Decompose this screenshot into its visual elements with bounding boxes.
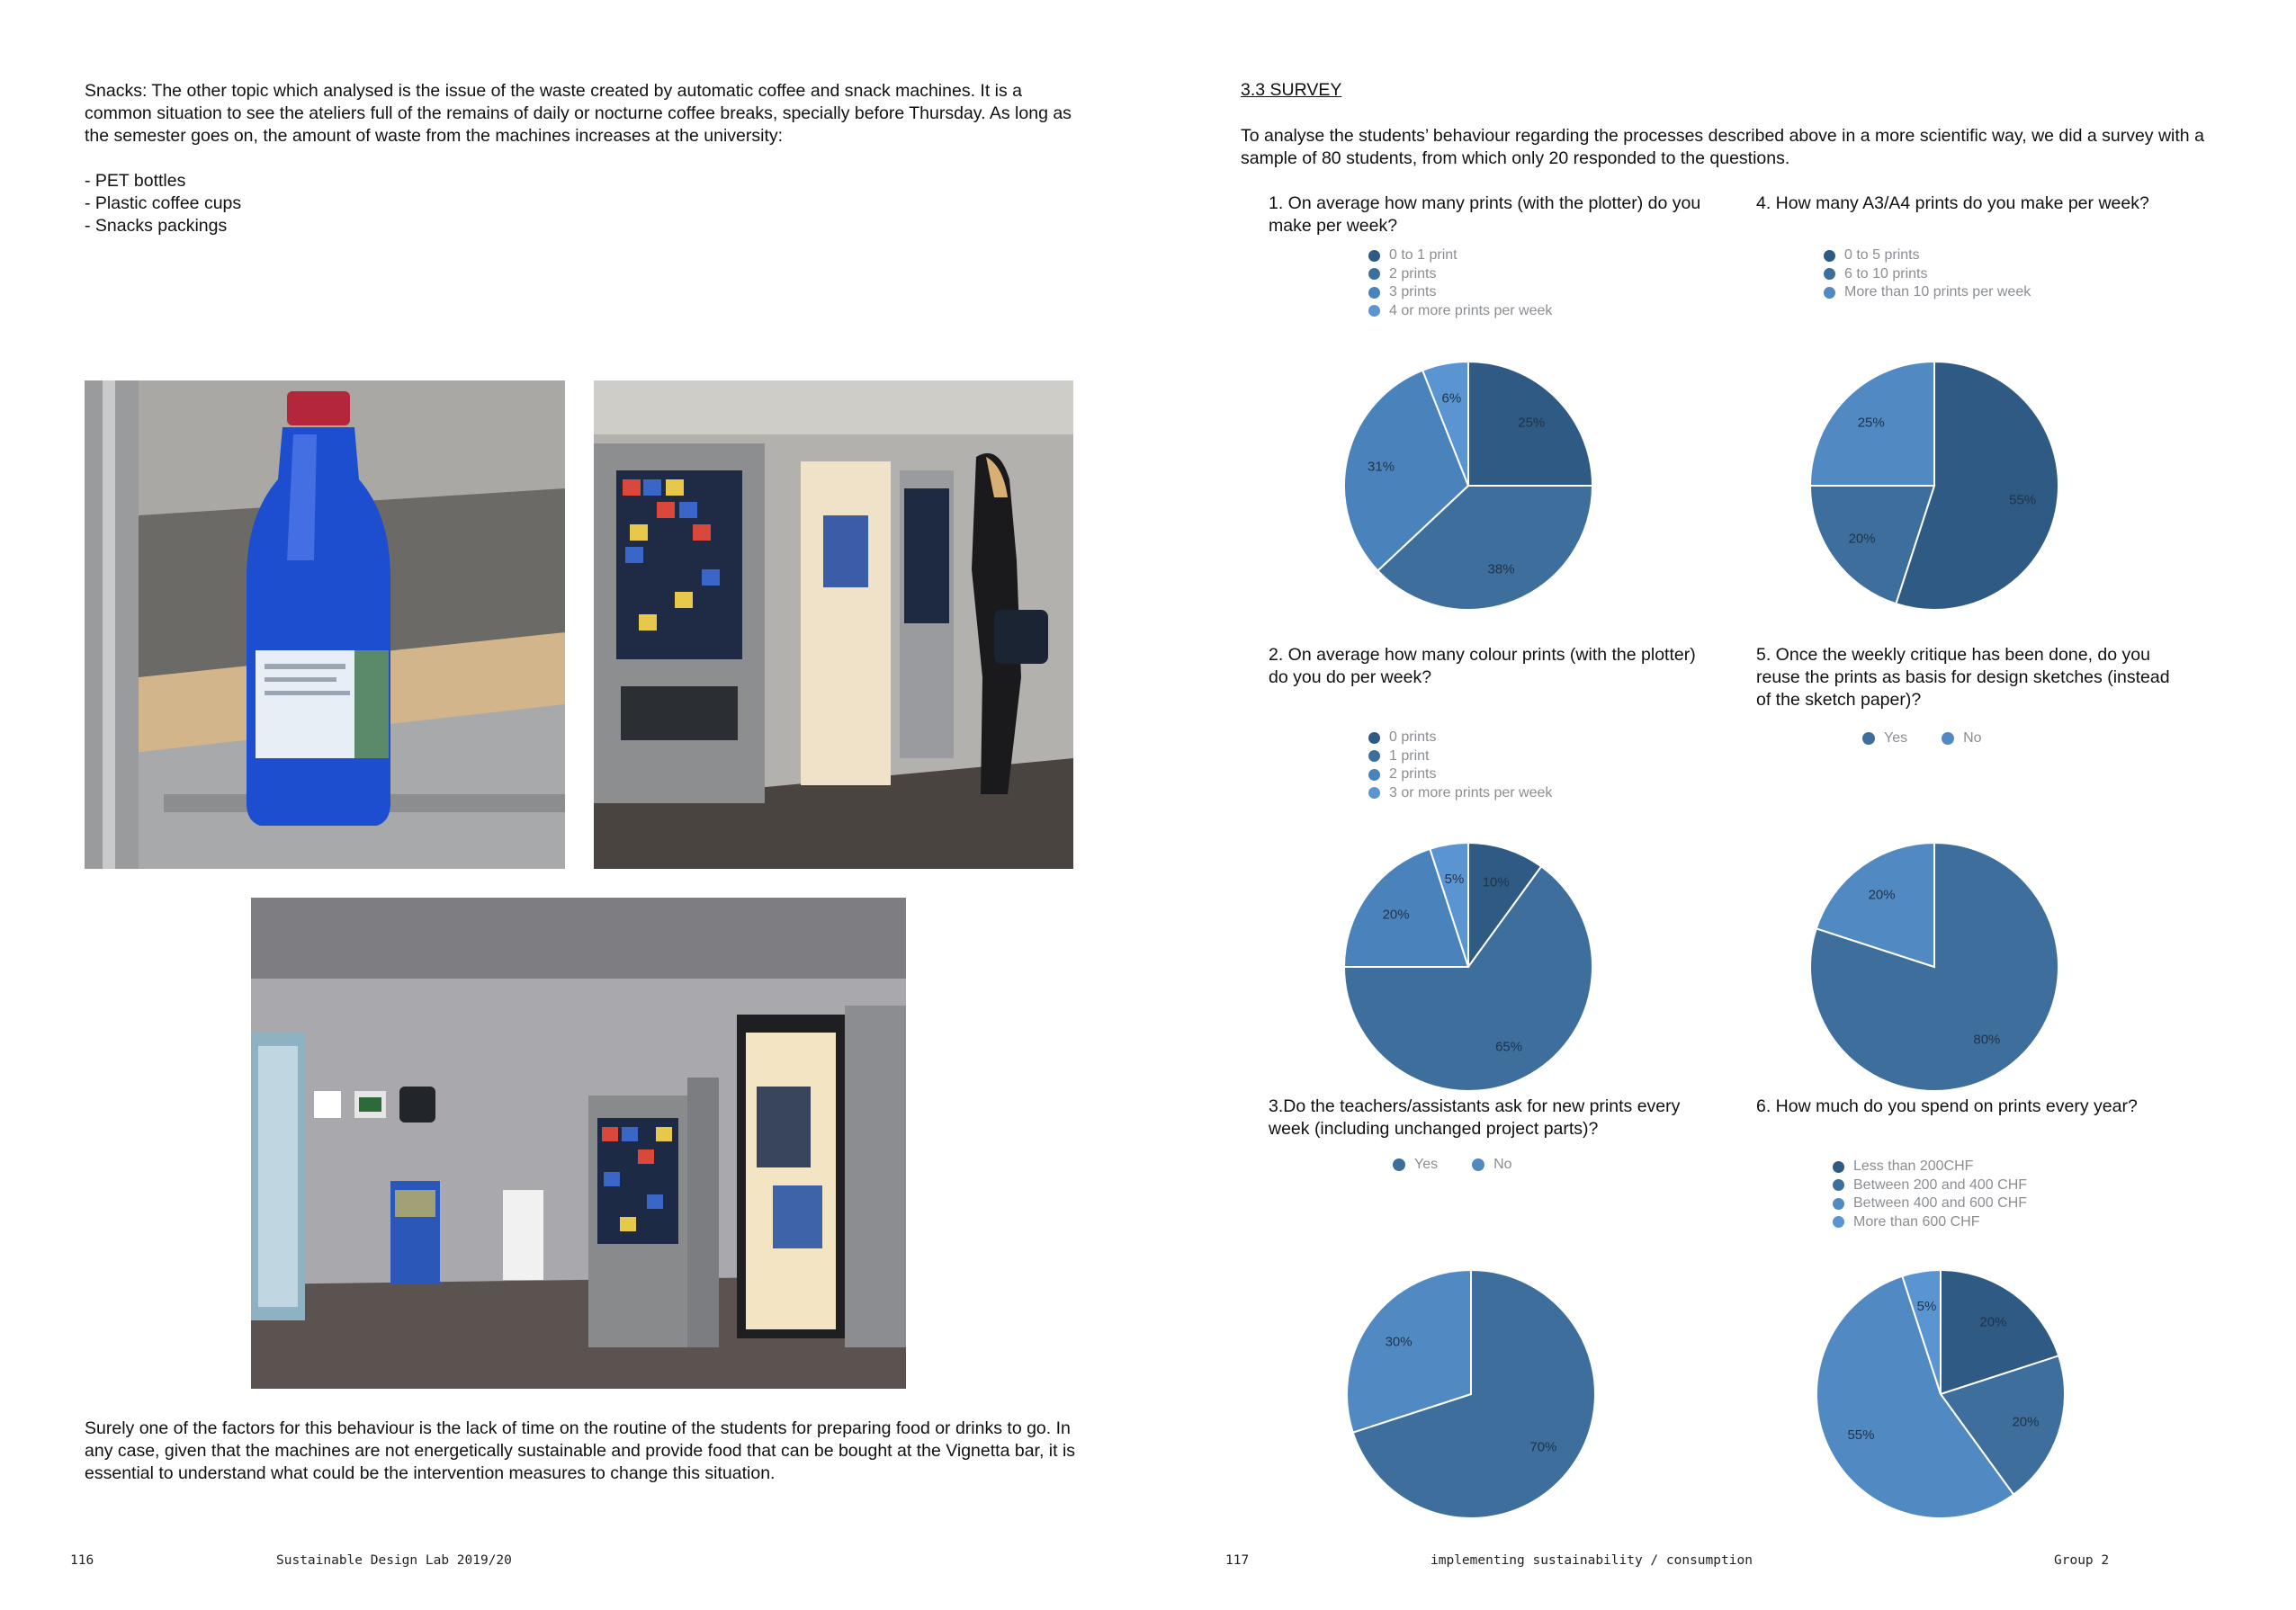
legend-item: [1833, 1176, 2027, 1195]
intro-paragraph: [85, 80, 1074, 148]
question-4: 4. How many A3/A4 prints do you make per week?: [1756, 193, 2149, 213]
pie-slice-label: 25%: [1857, 415, 1885, 431]
legend-dot: [1368, 750, 1380, 762]
legend-q4: [1824, 246, 2031, 302]
legend-label: Less than 200CHF: [1853, 1158, 1974, 1174]
photo-vending-machines-person: [594, 380, 1073, 869]
legend-label: Yes: [1414, 1157, 1439, 1172]
legend-item: [1824, 283, 2031, 302]
legend-label: 2 prints: [1389, 766, 1437, 782]
legend-label: 3 or more prints per week: [1389, 784, 1553, 801]
legend-dot: [1833, 1179, 1844, 1191]
waste-bullet-list: [85, 170, 241, 237]
intro-paragraph-text: Snacks: The other topic which analysed is the issue of the waste created by automatic coffee and snack machines. It is a common situation to see the ateliers full of the remains of daily or nocturne coffee breaks, specially before Thursday. As long as the semester goes on, the amount of waste from the machines increases at the university:: [85, 81, 1072, 146]
pie-slice-label: 20%: [1979, 1314, 2007, 1330]
legend-label: 0 to 5 prints: [1844, 247, 1920, 263]
pie-slice-label: 65%: [1495, 1039, 1523, 1055]
legend-label: 6 to 10 prints: [1844, 265, 1928, 282]
pie-slice-label: 5%: [1916, 1298, 1937, 1314]
legend-dot: [1368, 250, 1380, 262]
legend-item: [1472, 1157, 1511, 1173]
pie-chart-q5: [1799, 832, 2069, 1102]
legend-q5: [1862, 730, 2016, 747]
legend-label: No: [1963, 730, 1982, 746]
legend-q6: [1833, 1158, 2027, 1231]
pie-slice-label: 10%: [1482, 874, 1510, 890]
legend-item: [1393, 1157, 1438, 1173]
question-5: 5. Once the weekly critique has been done, do you reuse the prints as basis for design sketches (instead of the sketch paper)?: [1756, 645, 2170, 710]
legend-item: [1824, 246, 2031, 265]
bullet-item: - Plastic coffee cups: [85, 193, 242, 213]
pie-chart-q2: [1333, 832, 1603, 1102]
pie-chart-q4: [1799, 351, 2069, 621]
pie-slice-label: 31%: [1368, 459, 1395, 475]
legend-label: No: [1493, 1157, 1512, 1172]
legend-label: 2 prints: [1389, 265, 1437, 282]
legend-item: [1368, 246, 1552, 265]
legend-label: 1 print: [1389, 747, 1430, 764]
legend-label: 0 prints: [1389, 729, 1437, 745]
legend-item: [1862, 730, 1907, 747]
pie-slice-label: 25%: [1518, 415, 1546, 431]
page-number-right: 117: [1225, 1553, 1250, 1568]
legend-dot: [1472, 1158, 1484, 1171]
pie-slice-label: 55%: [2009, 492, 2037, 508]
legend-dot: [1942, 732, 1954, 745]
legend-item: [1833, 1213, 2027, 1232]
pie-slice-label: 70%: [1529, 1439, 1557, 1455]
legend-dot: [1368, 305, 1380, 317]
pie-slice-label: 30%: [1385, 1334, 1413, 1350]
question-2: 2. On average how many colour prints (with the plotter) do you do per week?: [1269, 645, 1696, 687]
legend-dot: [1368, 732, 1380, 744]
section-title: 3.3 SURVEY: [1241, 80, 1342, 100]
legend-dot: [1368, 287, 1380, 299]
photo-water-bottle: [85, 380, 565, 869]
pie-slice-label: 20%: [1848, 531, 1876, 547]
question-6: 6. How much do you spend on prints every year?: [1756, 1096, 2138, 1116]
legend-item: [1368, 283, 1552, 302]
legend-label: 3 prints: [1389, 284, 1437, 300]
legend-dot: [1368, 787, 1380, 799]
legend-item: [1824, 265, 2031, 284]
page-number-left: 116: [70, 1553, 94, 1568]
legend-dot: [1833, 1161, 1844, 1173]
legend-label: 4 or more prints per week: [1389, 302, 1553, 318]
legend-dot: [1862, 732, 1875, 745]
legend-item: [1368, 265, 1552, 284]
legend-dot: [1393, 1158, 1405, 1171]
bullet-item: - Snacks packings: [85, 216, 228, 236]
legend-q3: [1393, 1157, 1547, 1173]
legend-dot: [1368, 268, 1380, 280]
pie-slice-label: 5%: [1444, 871, 1465, 887]
legend-item: [1368, 729, 1552, 747]
legend-label: Between 200 and 400 CHF: [1853, 1176, 2028, 1193]
legend-label: More than 10 prints per week: [1844, 284, 2031, 300]
closing-paragraph-text: Surely one of the factors for this behaviour is the lack of time on the routine of the students for preparing food or drinks to go. In any case, given that the machines are not energetically sustainable and provide food that can be bought at the Vignetta bar, it is essential to understand what could be the intervention measures to change this situation.: [85, 1418, 1076, 1483]
question-3: 3.Do the teachers/assistants ask for new prints every week (including unchanged project parts)?: [1269, 1096, 1681, 1139]
legend-dot: [1824, 250, 1835, 262]
photo-room-vending-machines: [251, 898, 906, 1389]
legend-item: [1942, 730, 1981, 747]
pie-slice-label: 6%: [1441, 390, 1462, 407]
pie-slice-label: 55%: [1847, 1427, 1875, 1444]
legend-dot: [1833, 1198, 1844, 1210]
legend-dot: [1368, 769, 1380, 781]
legend-item: [1833, 1194, 2027, 1213]
pie-slice-label: 20%: [1868, 887, 1896, 903]
legend-q1: [1368, 246, 1552, 320]
pie-slice-label: 20%: [2012, 1414, 2040, 1430]
pie-chart-q1: [1333, 351, 1603, 621]
legend-label: More than 600 CHF: [1853, 1213, 1980, 1230]
pie-chart-q3: [1336, 1259, 1606, 1529]
footer-subject: implementing sustainability / consumption: [1431, 1553, 1753, 1568]
legend-label: Between 400 and 600 CHF: [1853, 1195, 2028, 1211]
survey-intro: [1241, 125, 2239, 170]
legend-label: 0 to 1 print: [1389, 247, 1457, 263]
legend-q2: [1368, 729, 1552, 802]
legend-item: [1368, 747, 1552, 766]
legend-item: [1368, 765, 1552, 784]
question-1: 1. On average how many prints (with the plotter) do you make per week?: [1269, 193, 1701, 236]
legend-item: [1368, 302, 1552, 321]
bullet-item: - PET bottles: [85, 171, 186, 191]
pie-slice-label: 20%: [1382, 907, 1410, 923]
footer-group: Group 2: [2054, 1553, 2110, 1568]
legend-dot: [1824, 287, 1835, 299]
closing-paragraph: [85, 1418, 1083, 1485]
pie-chart-q6: [1806, 1259, 2076, 1529]
legend-label: Yes: [1884, 730, 1908, 746]
pie-slice-label: 38%: [1487, 561, 1515, 577]
pie-slice-label: 80%: [1973, 1032, 2001, 1048]
survey-intro-text: To analyse the students’ behaviour regarding the processes described above in a more scientific way, we did a survey with a sample of 80 students, from which only 20 responded to the questions.: [1241, 126, 2204, 168]
legend-item: [1368, 784, 1552, 803]
legend-dot: [1833, 1216, 1844, 1228]
legend-item: [1833, 1158, 2027, 1176]
footer-title: Sustainable Design Lab 2019/20: [276, 1553, 512, 1568]
legend-dot: [1824, 268, 1835, 280]
